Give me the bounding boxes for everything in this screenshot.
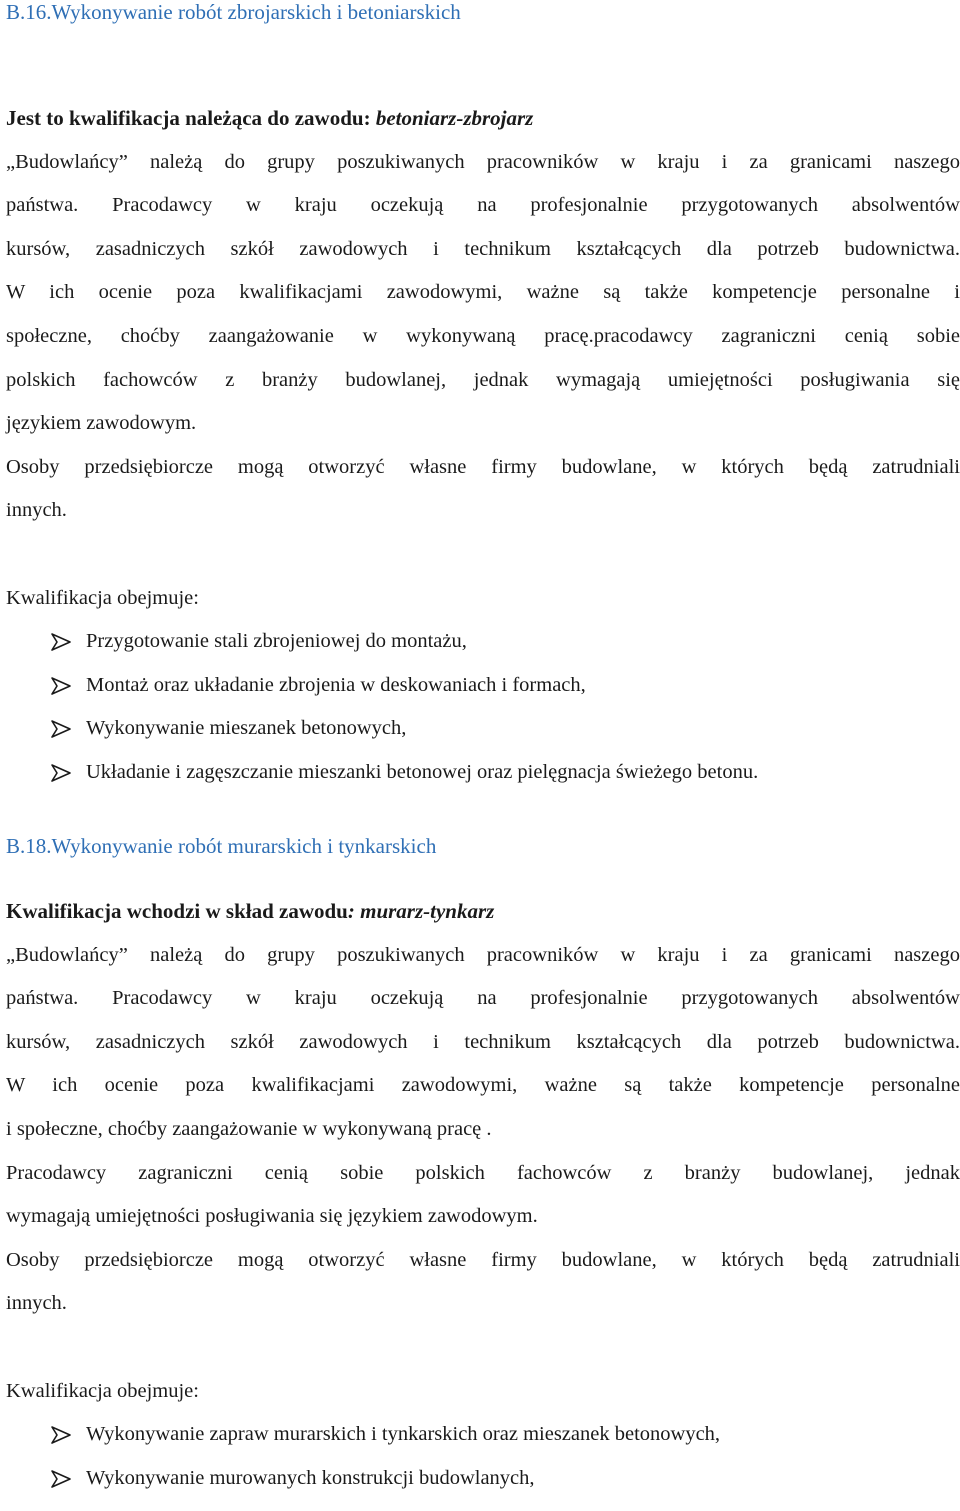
list-item-text: Układanie i zagęszczanie mieszanki betonowej oraz pielęgnacja świeżego betonu. [86,760,759,783]
description-paragraph [6,141,960,533]
section-b16 [6,0,960,795]
qualification-profession: : murarz-tynkarz [347,899,495,924]
section-heading: B.16.Wykonywanie robót zbrojarskich i betoniarskich [6,0,461,24]
paragraph-line: państwa. Pracodawcy w kraju oczekują na profesjonalnie przygotowanych absolwentów [6,987,960,1010]
paragraph-line: państwa. Pracodawcy w kraju oczekują na profesjonalnie przygotowanych absolwentów [6,194,960,217]
list-item [50,1457,960,1501]
description-paragraph [6,934,960,1326]
qualification-profession: betoniarz-zbrojarz [375,106,534,130]
list-item-text: Przygotowanie stali zbrojeniowej do montażu, [86,630,467,653]
arrow-bullet-icon [50,1469,72,1489]
list-item-text: Wykonywanie mieszanek betonowych, [86,717,407,740]
paragraph-line: Osoby przedsiębiorcze mogą otworzyć własne firmy budowlane, w których będą zatrudniali [6,455,960,478]
paragraph-line: Osoby przedsiębiorcze mogą otworzyć własne firmy budowlane, w których będą zatrudniali [6,1248,960,1271]
list-item [50,751,960,795]
list-item [50,664,960,708]
paragraph-line: społeczne, choćby zaangażowanie w wykonywaną pracę.pracodawcy zagraniczni cenią sobie [6,324,960,347]
section-heading: B.18.Wykonywanie robót murarskich i tynkarskich [6,833,437,858]
qualification-list [6,1413,960,1500]
list-item [50,1413,960,1457]
paragraph-line: „Budowlańcy” należą do grupy poszukiwanych pracowników w kraju i za granicami naszego [6,150,960,173]
arrow-bullet-icon [50,719,72,739]
paragraph-line: innych. [6,1292,67,1315]
paragraph-line: „Budowlańcy” należą do grupy poszukiwanych pracowników w kraju i za granicami naszego [6,943,960,966]
paragraph-line: kursów, zasadniczych szkół zawodowych i technikum kształcących dla potrzeb budownictwa. [6,1030,960,1053]
paragraph-line: językiem zawodowym. [6,412,197,435]
qualification-line [6,97,960,141]
paragraph-line: wymagają umiejętności posługiwania się językiem zawodowym. [6,1205,538,1228]
paragraph-line: W ich ocenie poza kwalifikacjami zawodowymi, ważne są także kompetencje personalne i [6,281,960,304]
arrow-bullet-icon [50,676,72,696]
paragraph-line: polskich fachowców z branży budowlanej, jednak wymagają umiejętności posługiwania się [6,368,960,391]
list-item-text: Montaż oraz układanie zbrojenia w deskowaniach i formach, [86,673,586,696]
list-item-text: Wykonywanie murowanych konstrukcji budowlanych, [86,1466,535,1489]
includes-label: Kwalifikacja obejmuje: [6,1379,199,1402]
list-item [50,707,960,751]
arrow-bullet-icon [50,632,72,652]
list-item-text: Wykonywanie zapraw murarskich i tynkarskich oraz mieszanek betonowych, [86,1423,721,1446]
qualification-line [6,890,960,934]
document-page [6,0,960,1500]
list-item [50,620,960,664]
paragraph-line: Pracodawcy zagraniczni cenią sobie polskich fachowców z branży budowlanej, jednak [6,1161,960,1184]
qualification-prefix: Kwalifikacja wchodzi w skład zawodu [6,899,348,924]
section-b18 [6,825,960,1501]
arrow-bullet-icon [50,763,72,783]
paragraph-line: i społeczne, choćby zaangażowanie w wykonywaną pracę . [6,1118,492,1141]
paragraph-line: W ich ocenie poza kwalifikacjami zawodowymi, ważne są także kompetencje personalne [6,1074,960,1097]
includes-label: Kwalifikacja obejmuje: [6,586,199,609]
qualification-list [6,620,960,794]
qualification-prefix: Jest to kwalifikacja należąca do zawodu: [6,106,376,130]
arrow-bullet-icon [50,1425,72,1445]
paragraph-line: kursów, zasadniczych szkół zawodowych i technikum kształcących dla potrzeb budownictwa. [6,237,960,260]
paragraph-line: innych. [6,499,67,522]
